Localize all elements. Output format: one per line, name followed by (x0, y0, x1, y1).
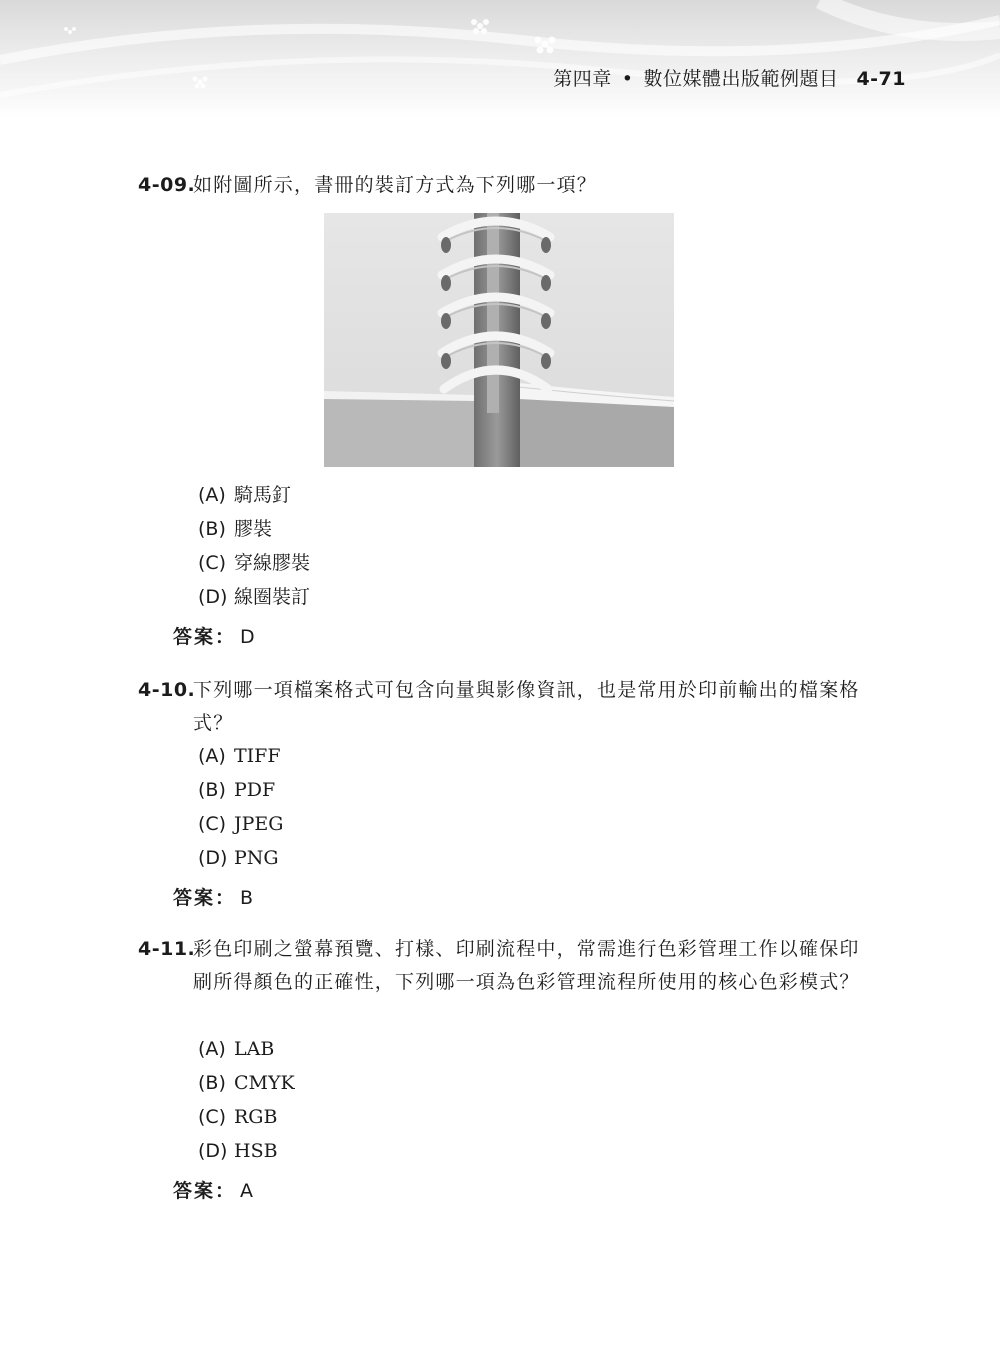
option-letter: (C) (198, 552, 227, 574)
answer-value: D (240, 626, 255, 648)
answer-separator: ： (215, 887, 237, 909)
option-text: 穿線膠裝 (234, 552, 311, 574)
option-letter: (A) (198, 745, 226, 767)
option-letter: (C) (198, 813, 227, 835)
option-d (198, 1134, 295, 1168)
option-text: LAB (234, 1038, 275, 1060)
option-text: 線圈裝訂 (234, 586, 311, 608)
header-separator: • (621, 68, 634, 90)
options-4-11 (198, 1032, 295, 1168)
answer-label: 答案 (173, 1180, 216, 1202)
option-text: CMYK (234, 1072, 295, 1094)
option-a (198, 478, 310, 512)
option-b (198, 512, 310, 546)
answer-4-09 (173, 622, 255, 649)
question-number: 4-09. (138, 174, 196, 196)
question-stem: 下列哪一項檔案格式可包含向量與影像資訊，也是常用於印前輸出的檔案格式？ (193, 679, 860, 734)
running-header (553, 64, 906, 91)
answer-label: 答案 (173, 626, 216, 648)
option-letter: (B) (198, 779, 226, 801)
question-4-09 (138, 169, 878, 202)
option-c (198, 546, 310, 580)
option-d (198, 580, 310, 614)
option-letter: (D) (198, 586, 228, 608)
spiral-binding-photo (324, 213, 674, 467)
option-text: TIFF (234, 745, 281, 767)
option-letter: (D) (198, 847, 228, 869)
answer-4-11 (173, 1176, 253, 1203)
options-4-09 (198, 478, 310, 614)
option-letter: (C) (198, 1106, 227, 1128)
option-text: HSB (234, 1140, 278, 1162)
option-a (198, 739, 283, 773)
answer-4-10 (173, 883, 253, 910)
option-b (198, 773, 283, 807)
page-number: 4-71 (856, 68, 906, 90)
option-letter: (B) (198, 518, 226, 540)
option-letter: (D) (198, 1140, 228, 1162)
question-4-11 (138, 933, 878, 999)
option-text: PDF (234, 779, 276, 801)
option-letter: (A) (198, 484, 226, 506)
answer-label: 答案 (173, 887, 216, 909)
option-text: 膠裝 (234, 518, 273, 540)
page-header (0, 0, 1000, 118)
question-number: 4-11. (138, 938, 196, 960)
question-stem: 如附圖所示，書冊的裝訂方式為下列哪一項？ (193, 174, 598, 196)
option-a (198, 1032, 295, 1066)
option-letter: (A) (198, 1038, 226, 1060)
option-text: RGB (234, 1106, 278, 1128)
answer-separator: ： (215, 1180, 237, 1202)
question-number: 4-10. (138, 679, 196, 701)
chapter-title: 數位媒體出版範例題目 (643, 68, 839, 90)
chapter-label: 第四章 (553, 68, 612, 90)
option-d (198, 841, 283, 875)
option-c (198, 807, 283, 841)
question-4-10 (138, 674, 878, 740)
options-4-10 (198, 739, 283, 875)
option-text: JPEG (234, 813, 284, 835)
answer-value: A (240, 1180, 254, 1202)
answer-value: B (240, 887, 254, 909)
option-b (198, 1066, 295, 1100)
option-c (198, 1100, 295, 1134)
answer-separator: ： (215, 626, 237, 648)
option-text: 騎馬釘 (234, 484, 292, 506)
question-stem: 彩色印刷之螢幕預覽、打樣、印刷流程中，常需進行色彩管理工作以確保印刷所得顏色的正確性，下列哪一項為色彩管理流程所使用的核心色彩模式？ (193, 938, 860, 993)
option-text: PNG (234, 847, 279, 869)
header-decoration (0, 0, 1000, 118)
option-letter: (B) (198, 1072, 226, 1094)
